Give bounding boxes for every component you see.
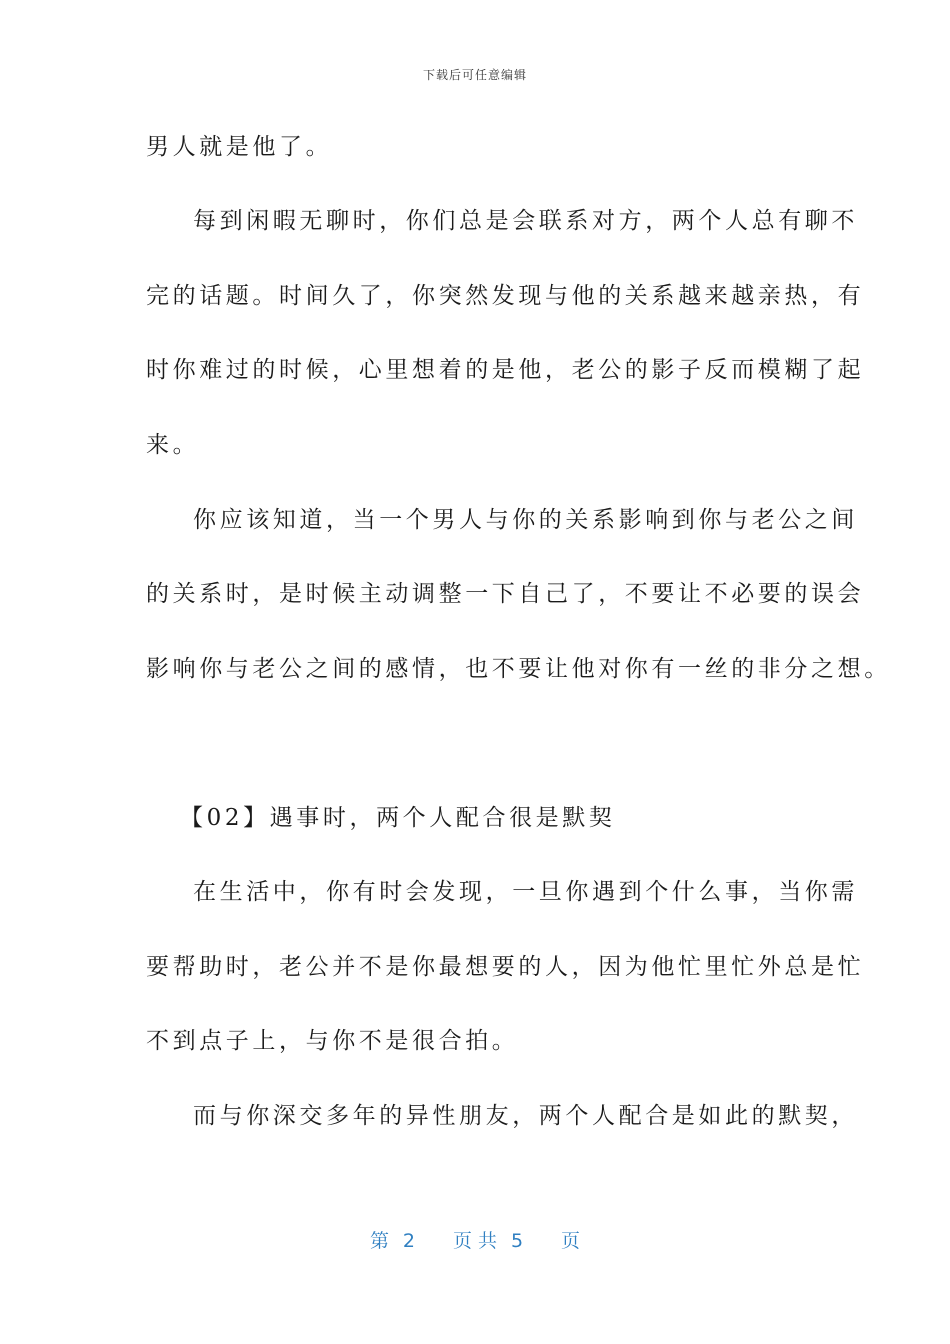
section-heading: 【02】遇事时，两个人配合很是默契 xyxy=(180,805,616,831)
body-line: 要帮助时，老公并不是你最想要的人，因为他忙里忙外总是忙 xyxy=(146,954,865,980)
body-line: 影响你与老公之间的感情，也不要让他对你有一丝的非分之想。 xyxy=(146,656,891,682)
total-pages-number: 5 xyxy=(510,1230,524,1252)
body-line: 的关系时，是时候主动调整一下自己了，不要让不必要的误会 xyxy=(146,581,865,607)
footer-suffix: 页 xyxy=(561,1230,581,1252)
page-number-footer xyxy=(0,1226,950,1253)
body-line: 来。 xyxy=(146,432,200,458)
footer-prefix: 第 xyxy=(369,1230,389,1252)
body-line: 男人就是他了。 xyxy=(146,134,333,160)
page-header-note: 下载后可任意编辑 xyxy=(422,68,527,82)
body-line: 不到点子上，与你不是很合拍。 xyxy=(146,1028,519,1054)
body-line: 完的话题。时间久了，你突然发现与他的关系越来越亲热，有 xyxy=(146,283,865,309)
paragraph-first-line: 每到闲暇无聊时，你们总是会联系对方，两个人总有聊不 xyxy=(193,208,858,234)
current-page-number: 2 xyxy=(402,1230,416,1252)
footer-middle: 页 共 xyxy=(452,1230,498,1252)
paragraph-first-line: 而与你深交多年的异性朋友，两个人配合是如此的默契， xyxy=(193,1103,858,1129)
paragraph-first-line: 在生活中，你有时会发现，一旦你遇到个什么事，当你需 xyxy=(193,879,858,905)
paragraph-first-line: 你应该知道，当一个男人与你的关系影响到你与老公之间 xyxy=(193,507,858,533)
body-line: 时你难过的时候，心里想着的是他，老公的影子反而模糊了起 xyxy=(146,357,865,383)
